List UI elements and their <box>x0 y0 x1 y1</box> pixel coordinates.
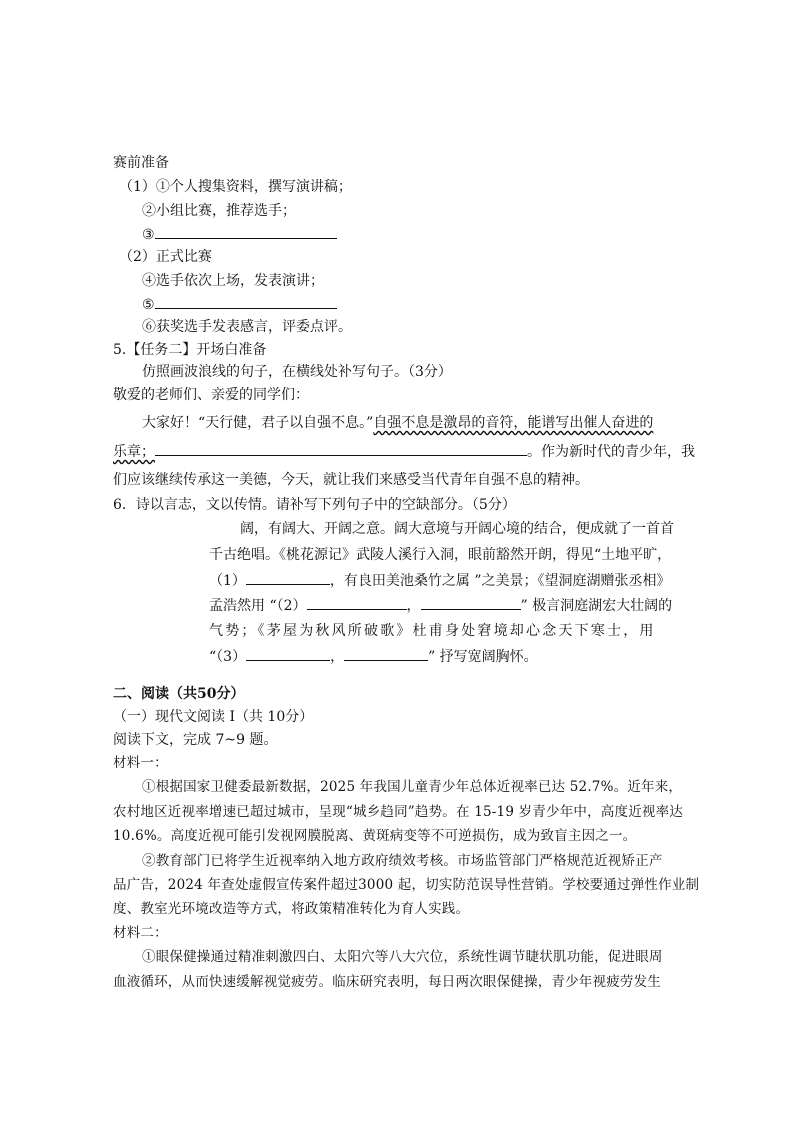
speech-line-1 <box>142 413 653 433</box>
answer-blank-6-1[interactable] <box>246 570 330 585</box>
m1-p2-line-3: 度、教室光环境改造等方式，将政策精准转化为育人实践。 <box>113 901 470 917</box>
q6-line-4-a: 孟浩然用 “（2） <box>209 598 307 614</box>
step-3-number: ③ <box>142 227 155 243</box>
speech-line-3: 们应该继续传承这一美德，今天，就让我们来感受当代青年自强不息的精神。 <box>113 472 589 488</box>
m2-p1-line-2: 血液循环，从而快速缓解视觉疲劳。临床研究表明，每日两次眼保健操，青少年视疲劳发生 <box>113 974 661 990</box>
step-3-blank[interactable] <box>155 224 337 239</box>
q6-line-3 <box>209 570 671 591</box>
m1-p1-line-1: ①根据国家卫健委最新数据，2025 年我国儿童青少年总体近视率已达 52.7%。近年来， <box>142 779 683 795</box>
question-5-title: 5.【任务二】开场白准备 <box>113 342 267 358</box>
q6-line-4-comma: ， <box>406 598 421 614</box>
step-5-blank[interactable] <box>155 294 337 309</box>
q6-line-4-c: ” 极言洞庭湖宏大壮阔的 <box>520 598 673 614</box>
answer-blank-6-2b[interactable] <box>421 595 521 610</box>
prep-item-1 <box>119 177 352 197</box>
speech-line-2 <box>113 441 695 462</box>
answer-blank-6-3b[interactable] <box>344 646 428 661</box>
step-2: ②小组比赛，推荐选手； <box>142 203 296 219</box>
material-2-label: 材料二： <box>113 925 168 941</box>
blank-1-label: （1） <box>209 573 246 589</box>
stage-2-label: （2）正式比赛 <box>119 249 212 265</box>
q6-line-5: 气势；《茅屋为秋风所破歌》杜甫身处窘境却心念天下寒士，用 <box>209 623 656 639</box>
speech-continue: 。作为新时代的青少年，我 <box>527 444 695 460</box>
m2-p1-line-1: ①眼保健操通过精准刺激四白、太阳穴等八大穴位，系统性调节睫状肌功能，促进眼周 <box>142 949 663 965</box>
q6-line-3-text: ，有良田美池桑竹之属 ”之美景；《望洞庭湖赠张丞相》 <box>329 573 671 589</box>
step-6: ⑥获奖选手发表感言，评委点评。 <box>142 319 352 335</box>
q6-line-1: 阔，有阔大、开阔之意。阔大意境与开阔心境的结合，便成就了一首首 <box>240 521 674 537</box>
wavy-sentence: 自强不息是激昂的音符，能谱写出催人奋进的 <box>373 415 654 431</box>
step-5 <box>142 294 337 315</box>
prep-heading: 赛前准备 <box>113 155 169 171</box>
m1-p2-line-2: 品广告，2024 年查处虚假宣传案件超过3000 起，切实防范误导性营销。学校要通过弹性作业制 <box>113 877 700 893</box>
greeting: 敬爱的老师们、亲爱的同学们： <box>113 387 309 403</box>
question-6-title: 6．诗以言志，文以传情。请补写下列句子中的空缺部分。（5分） <box>113 497 516 513</box>
speech-opening: 大家好！“天行健，君子以自强不息。” <box>142 415 374 431</box>
step-1: ①个人搜集资料，撰写演讲稿； <box>155 179 352 195</box>
reading-instruction: 阅读下文，完成 7~9 题。 <box>113 732 278 748</box>
material-1-label: 材料一： <box>113 755 168 771</box>
answer-blank-6-3a[interactable] <box>246 646 330 661</box>
q6-line-6 <box>209 646 538 667</box>
stage-1-label: （1） <box>119 179 156 195</box>
speech-wavy-end: 乐章； <box>113 444 155 460</box>
step-3 <box>142 224 337 245</box>
m1-p2-line-1: ②教育部门已将学生近视率纳入地方政府绩效考核。市场监管部门严格规范近视矫正产 <box>142 853 663 869</box>
q6-line-6-comma: ， <box>330 649 345 665</box>
question-5-instruction: 仿照画波浪线的句子，在横线处补写句子。（3分） <box>142 364 452 380</box>
answer-blank-6-2a[interactable] <box>307 595 407 610</box>
q6-line-6-a: “（3） <box>209 649 247 665</box>
answer-blank-5[interactable] <box>155 441 527 456</box>
m1-p1-line-2: 农村地区近视率增速已超过城市，呈现“城乡趋同”趋势。在 15-19 岁青少年中，高度近视率达 <box>113 804 684 820</box>
step-4: ④选手依次上场，发表演讲； <box>142 273 324 289</box>
q6-line-4 <box>209 595 672 616</box>
subsection-title: （一）现代文阅读 I（共 10分） <box>113 709 314 725</box>
section-reading-title: 二、阅读（共50分） <box>113 686 245 702</box>
q6-line-6-c: ” 抒写宽阔胸怀。 <box>428 649 538 665</box>
m1-p1-line-3: 10.6%。高度近视可能引发视网膜脱离、黄斑病变等不可逆损伤，成为致盲主因之一。 <box>113 828 637 844</box>
step-5-number: ⑤ <box>142 297 155 313</box>
q6-line-2: 千古绝唱。《桃花源记》武陵人溪行入洞，眼前豁然开朗，得见“土地平旷， <box>209 547 672 563</box>
